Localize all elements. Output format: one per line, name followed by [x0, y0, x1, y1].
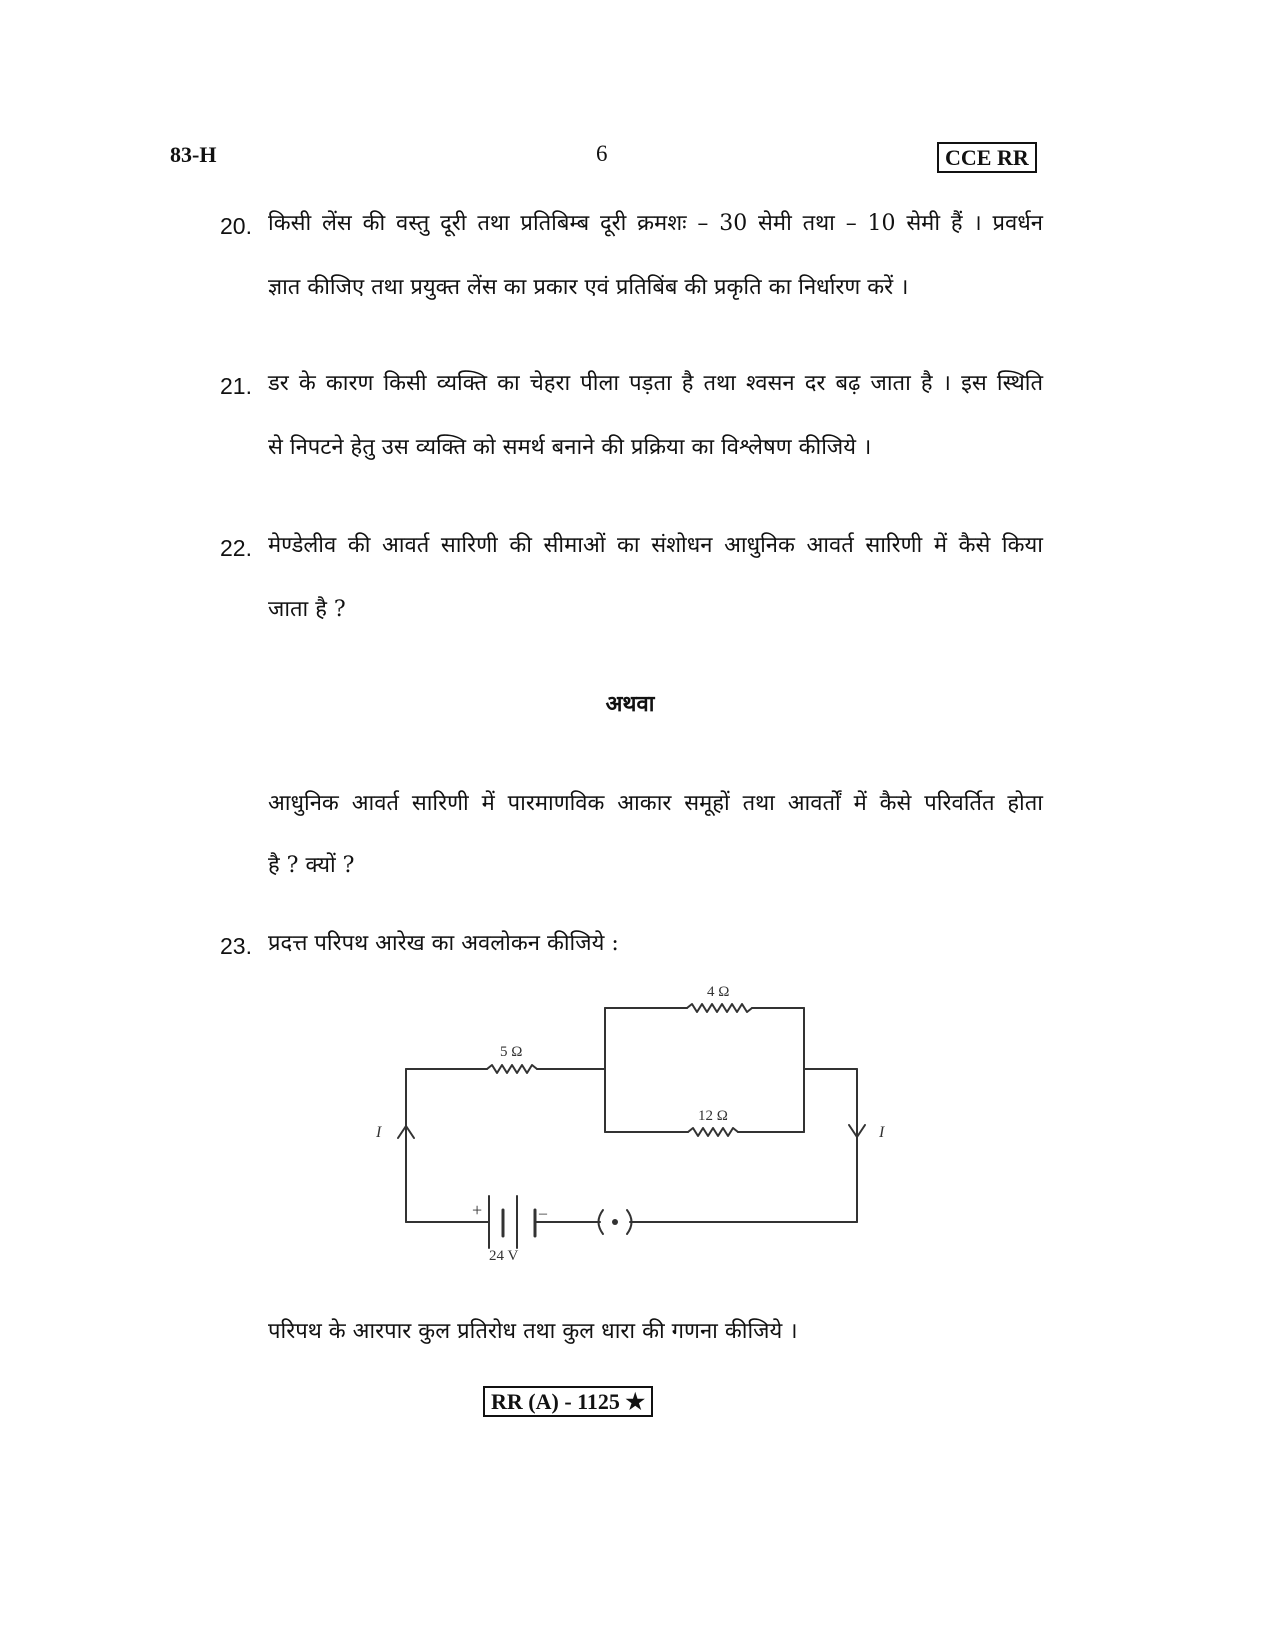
- question-22-line-2: जाता है ?: [268, 597, 346, 622]
- key-dot: [612, 1219, 618, 1225]
- footer-code: RR (A) - 1125 ★: [483, 1386, 653, 1417]
- question-20-line-2: ज्ञात कीजिए तथा प्रयुक्त लेंस का प्रकार एवं प्रतिबिंब की प्रकृति का निर्धारण करें ।: [268, 275, 909, 300]
- label-5-ohm: 5 Ω: [500, 1044, 523, 1060]
- battery-minus-sign: –: [539, 1205, 547, 1222]
- resistor-12-ohm: [688, 1128, 738, 1136]
- question-22-line-1: मेण्डेलीव की आवर्त सारिणी की सीमाओं का संशोधन आधुनिक आवर्त सारिणी में कैसे किया: [268, 533, 1043, 558]
- question-number-22: 22.: [220, 535, 252, 561]
- question-number-21: 21.: [220, 373, 252, 399]
- question-21-line-1: डर के कारण किसी व्यक्ति का चेहरा पीला पड़ता है तथा श्वसन दर बढ़ जाता है । इस स्थिति: [268, 371, 1043, 396]
- page-number: 6: [596, 141, 608, 166]
- question-number-23: 23.: [220, 933, 252, 959]
- label-12-ohm: 12 Ω: [698, 1108, 728, 1124]
- battery-plus-sign: +: [472, 1200, 483, 1220]
- question-20-line-1: किसी लेंस की वस्तु दूरी तथा प्रतिबिम्ब दूरी क्रमशः – 30 सेमी तथा – 10 सेमी हैं । प्रवर्धन: [268, 211, 1043, 236]
- question-23-intro: प्रदत्त परिपथ आरेख का अवलोकन कीजिये :: [268, 931, 619, 956]
- label-4-ohm: 4 Ω: [707, 984, 730, 1000]
- or-label: अथवा: [605, 691, 655, 717]
- battery-voltage-label: 24 V: [489, 1248, 519, 1264]
- label-current-right: I: [879, 1124, 885, 1141]
- resistor-4-ohm: [687, 1004, 752, 1012]
- question-23-text: परिपथ के आरपार कुल प्रतिरोध तथा कुल धारा की गणना कीजिये ।: [268, 1319, 798, 1344]
- paper-code: 83-H: [170, 142, 217, 167]
- exam-tag: CCE RR: [937, 142, 1037, 173]
- question-number-20: 20.: [220, 213, 252, 239]
- label-current-left: I: [376, 1124, 382, 1141]
- alternative-line-1: आधुनिक आवर्त सारिणी में पारमाणविक आकार समूहों तथा आवर्तों में कैसे परिवर्तित होता: [268, 791, 1043, 816]
- alternative-line-2: है ? क्यों ?: [268, 853, 355, 878]
- resistor-5-ohm: [487, 1065, 537, 1073]
- question-21-line-2: से निपटने हेतु उस व्यक्ति को समर्थ बनाने की प्रक्रिया का विश्लेषण कीजिये ।: [268, 435, 872, 460]
